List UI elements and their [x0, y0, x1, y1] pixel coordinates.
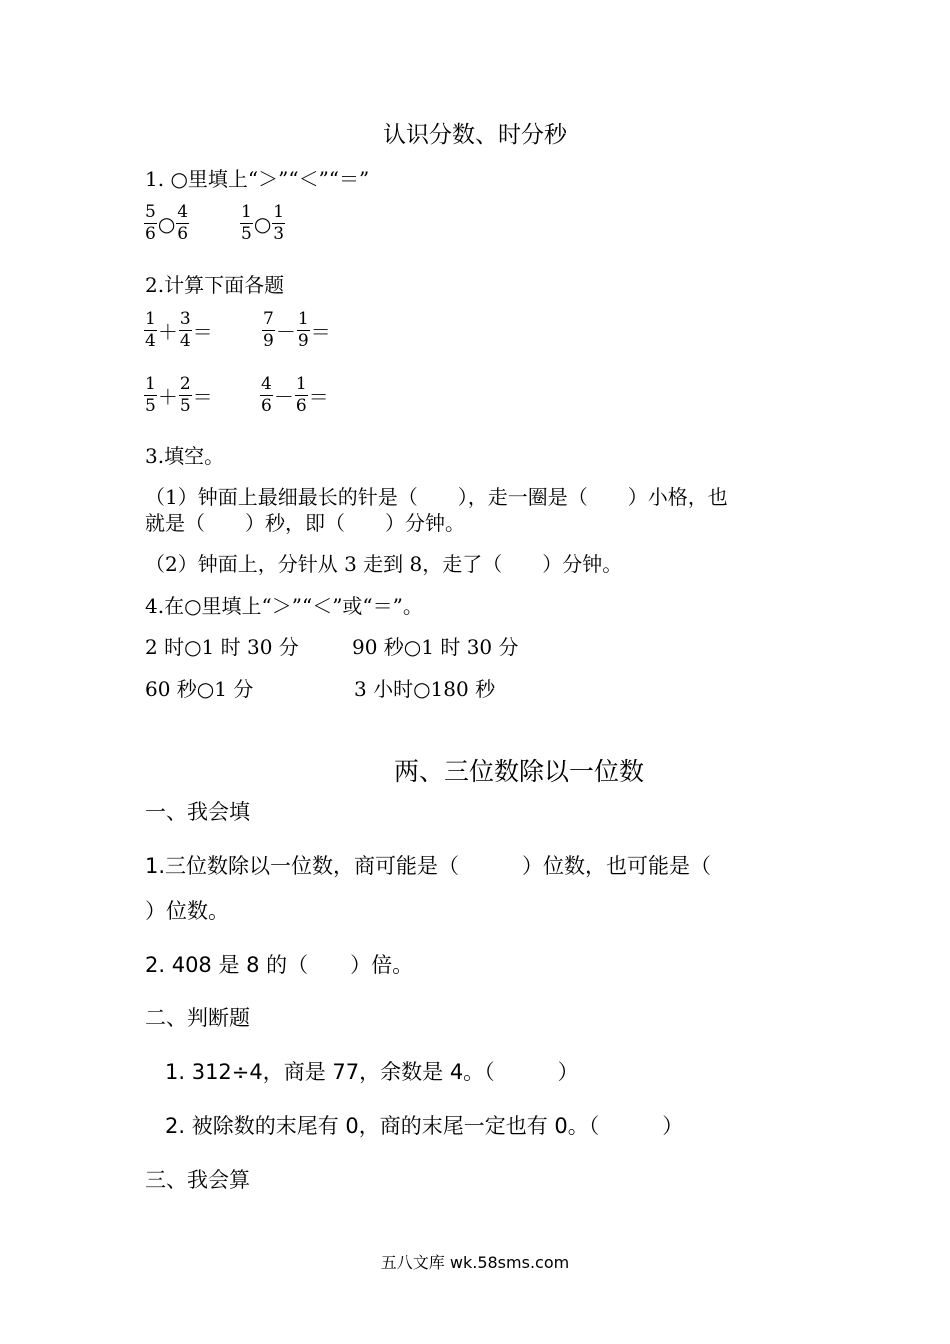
fraction: $\frac{5}{6}$	[145, 202, 156, 244]
q4-item-2: 90 秒○1 时 30 分	[352, 635, 519, 659]
operator: ＋	[157, 320, 178, 344]
fraction: $\frac{1}{9}$	[297, 309, 309, 351]
fraction: $\frac{1}{4}$	[145, 309, 156, 351]
fraction: $\frac{4}{6}$	[177, 202, 189, 244]
equals-sign: ＝	[310, 320, 331, 344]
q4-item-4: 3 小时○180 秒	[354, 677, 496, 701]
q4-label: 4.在○里填上“＞”“＜”或“＝”。	[145, 594, 423, 618]
section1-title: 认识分数、时分秒	[383, 122, 567, 148]
q4-item-1: 2 时○1 时 30 分	[145, 635, 299, 659]
part1-heading: 一、我会填	[145, 800, 250, 824]
part2-q1: 1. 312÷4，商是 77，余数是 4。（ ）	[165, 1060, 579, 1084]
q4-item-3: 60 秒○1 分	[145, 677, 254, 701]
q1-label: 1. ○里填上“＞”“＜”“＝”	[145, 167, 370, 191]
q3-line1b: 就是（ ）秒，即（ ）分钟。	[145, 511, 465, 535]
fraction: $\frac{1}{6}$	[295, 374, 307, 416]
fraction: $\frac{1}{5}$	[241, 202, 252, 244]
q1-item-1	[143, 204, 190, 243]
footer-watermark: 五八文库 wk.58sms.com	[380, 1253, 570, 1272]
compare-circle: ○	[253, 211, 272, 236]
operator: －	[273, 385, 294, 409]
q2-item-3	[143, 376, 213, 415]
q3-label: 3.填空。	[145, 444, 225, 468]
q2-item-4	[259, 376, 329, 415]
equals-sign: ＝	[192, 385, 213, 409]
fraction: $\frac{7}{9}$	[263, 309, 274, 351]
q3-line2: （2）钟面上，分针从 3 走到 8，走了（ ）分钟。	[145, 552, 623, 576]
part3-heading: 三、我会算	[145, 1168, 250, 1192]
q3-line1a: （1）钟面上最细最长的针是（ ），走一圈是（ ）小格，也	[145, 485, 728, 509]
fraction: $\frac{4}{6}$	[261, 374, 272, 416]
equals-sign: ＝	[308, 385, 329, 409]
part1-q2: 2. 408 是 8 的（ ）倍。	[145, 953, 414, 977]
operator: ＋	[157, 385, 178, 409]
section2-title: 两、三位数除以一位数	[393, 757, 644, 786]
q2-item-2	[261, 311, 331, 350]
equals-sign: ＝	[192, 320, 213, 344]
compare-circle: ○	[157, 211, 176, 236]
fraction: $\frac{2}{5}$	[179, 374, 191, 416]
part1-q1-line2: ）位数。	[145, 899, 229, 923]
q2-item-1	[143, 311, 213, 350]
part2-q2: 2. 被除数的末尾有 0，商的末尾一定也有 0。（ ）	[165, 1114, 684, 1138]
q1-item-2	[239, 204, 286, 243]
fraction: $\frac{1}{3}$	[273, 202, 285, 244]
part2-heading: 二、判断题	[145, 1006, 250, 1030]
q2-label: 2.计算下面各题	[145, 273, 285, 297]
operator: －	[275, 320, 296, 344]
part1-q1-line1: 1.三位数除以一位数，商可能是（ ）位数，也可能是（	[145, 854, 712, 878]
fraction: $\frac{1}{5}$	[145, 374, 156, 416]
fraction: $\frac{3}{4}$	[179, 309, 191, 351]
